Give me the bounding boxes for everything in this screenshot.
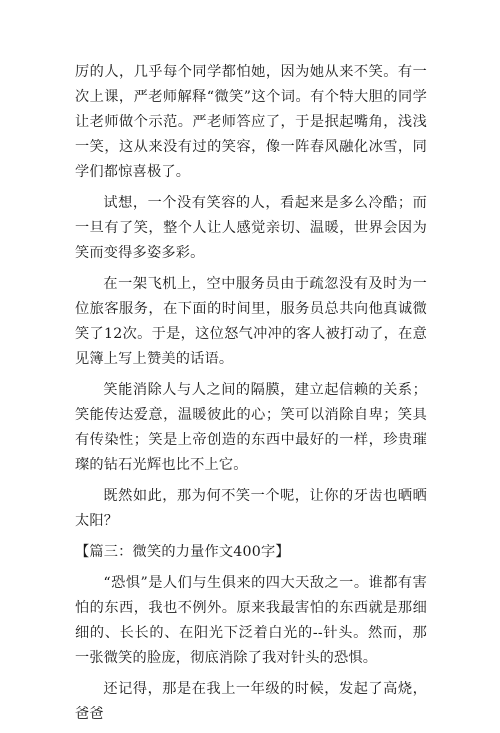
- document-body: [75, 60, 427, 733]
- paragraph-conclusion: 既然如此，那为何不笑一个呢，让你的牙齿也晒晒太阳？: [75, 488, 427, 529]
- paragraph-continuation: 厉的人，几乎每个同学都怕她，因为她从来不笑。有一次上课，严老师解释“微笑”这个词。有个特大胆的同学让老师做个示范。严老师答应了，于是抿起嘴角，浅浅一笑，这从来没有过的笑容，像一阵春风融化冰雪，同学们都惊喜极了。: [75, 64, 427, 180]
- paragraph-fear: “恐惧”是人们与生俱来的四大天敌之一。谁都有害怕的东西，我也不例外。原来我最害怕的东西就是那细细的、长长的、在阳光下泛着白光的--针头。然而，那一张微笑的脸庞，彻底消除了我对针头的恐惧。: [75, 575, 427, 666]
- section-heading: 【篇三：微笑的力量作文400字】: [75, 544, 290, 560]
- paragraph-airplane: 在一架飞机上，空中服务员由于疏忽没有及时为一位旅客服务，在下面的时间里，服务员总共向他真诚微笑了12次。于是，这位怒气冲冲的客人被打动了，在意见簿上写上赞美的话语。: [75, 276, 427, 367]
- paragraph-smile-benefits: 笑能消除人与人之间的隔膜，建立起信赖的关系；笑能传达爱意，温暖彼此的心；笑可以消除自卑；笑具有传染性；笑是上帝创造的东西中最好的一样，珍贵璀璨的钻石光辉也比不上它。: [75, 382, 427, 473]
- paragraph-memory: 还记得，那是在我上一年级的时候，发起了高烧，爸爸: [75, 681, 427, 722]
- paragraph-imagine: 试想，一个没有笑容的人，看起来是多么冷酷；而一旦有了笑，整个人让人感觉亲切、温暖，世界会因为笑而变得多姿多彩。: [75, 195, 427, 261]
